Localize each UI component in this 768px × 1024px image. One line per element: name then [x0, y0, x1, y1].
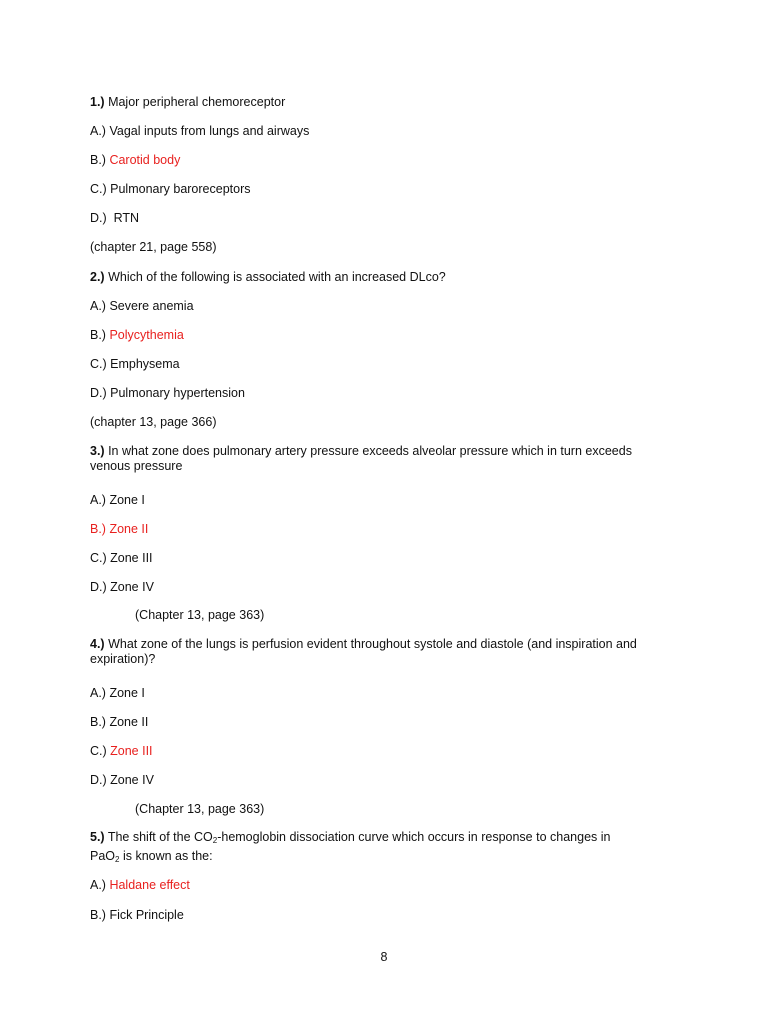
q3-reference: (Chapter 13, page 363) [135, 608, 265, 622]
option-text: Zone IV [106, 773, 154, 787]
q2-reference: (chapter 13, page 366) [90, 415, 217, 429]
q3-option-c [90, 551, 153, 566]
correct-answer-text: Polycythemia [105, 328, 184, 342]
correct-answer-text: Carotid body [105, 153, 181, 167]
subscript: 2 [115, 855, 120, 864]
option-letter: A.) [90, 299, 106, 313]
question-text: In what zone does pulmonary artery pressure exceeds alveolar pressure which in turn exceeds venous pressure [90, 444, 632, 473]
q1-option-d [90, 211, 139, 226]
q5-option-a [90, 878, 190, 893]
option-text: Severe anemia [105, 299, 194, 313]
q3-option-d [90, 580, 154, 595]
q1-option-a [90, 124, 309, 139]
option-text: Zone I [105, 493, 145, 507]
option-text: Zone I [105, 686, 145, 700]
option-letter: D.) [90, 580, 107, 594]
question-text: What zone of the lungs is perfusion evident throughout systole and diastole (and inspiration and expiration)? [90, 637, 637, 666]
q5-option-b [90, 908, 184, 923]
question-number: 3.) [90, 444, 105, 458]
question-text: PaO [90, 849, 116, 863]
page-number: 8 [380, 950, 388, 964]
q3-option-b [90, 522, 148, 537]
option-text: Vagal inputs from lungs and airways [105, 124, 310, 138]
option-letter: A.) [90, 686, 106, 700]
option-letter: B.) [90, 522, 106, 536]
option-letter: C.) [90, 744, 107, 758]
option-text: Zone III [106, 551, 153, 565]
option-letter: D.) [90, 211, 107, 225]
option-letter: B.) [90, 153, 106, 167]
option-letter: C.) [90, 182, 107, 196]
option-text: Zone IV [106, 580, 154, 594]
question-number: 5.) [90, 830, 105, 844]
question-2-stem [90, 270, 446, 285]
question-4-stem [90, 637, 660, 667]
question-text: Major peripheral chemoreceptor [104, 95, 286, 109]
question-text: is known as the: [119, 849, 213, 863]
option-letter: A.) [90, 878, 106, 892]
q4-option-c [90, 744, 153, 759]
q4-option-b [90, 715, 148, 730]
q3-option-a [90, 493, 145, 508]
question-number: 1.) [90, 95, 105, 109]
q1-option-c [90, 182, 251, 197]
option-text: RTN [106, 211, 140, 225]
option-letter: A.) [90, 493, 106, 507]
option-text: Zone II [105, 715, 149, 729]
option-letter: A.) [90, 124, 106, 138]
question-1-stem [90, 95, 285, 110]
option-text: Pulmonary hypertension [106, 386, 245, 400]
option-letter: D.) [90, 386, 107, 400]
option-letter: D.) [90, 773, 107, 787]
correct-answer-text: Zone II [105, 522, 149, 536]
question-number: 2.) [90, 270, 105, 284]
question-text: -hemoglobin dissociation curve which occurs in response to changes in [217, 830, 611, 844]
correct-answer-text: Haldane effect [105, 878, 190, 892]
q1-reference: (chapter 21, page 558) [90, 240, 217, 254]
correct-answer-text: Zone III [106, 744, 153, 758]
subscript: 2 [212, 836, 218, 845]
option-text: Fick Principle [105, 908, 184, 922]
option-text: Pulmonary baroreceptors [106, 182, 251, 196]
q2-option-a [90, 299, 194, 314]
option-letter: B.) [90, 908, 106, 922]
question-number: 4.) [90, 637, 105, 651]
q4-reference: (Chapter 13, page 363) [135, 802, 265, 816]
option-letter: C.) [90, 357, 107, 371]
q2-option-c [90, 357, 180, 372]
option-text: Emphysema [106, 357, 180, 371]
question-text: Which of the following is associated with an increased DLco? [104, 270, 446, 284]
option-letter: B.) [90, 715, 106, 729]
q4-option-a [90, 686, 145, 701]
question-3-stem [90, 444, 660, 474]
question-5-stem-line-2 [90, 849, 213, 864]
option-letter: C.) [90, 551, 107, 565]
q1-option-b [90, 153, 180, 168]
question-5-stem-line-1 [90, 830, 610, 845]
q2-option-d [90, 386, 245, 401]
q4-option-d [90, 773, 154, 788]
option-letter: B.) [90, 328, 106, 342]
question-text: The shift of the CO [104, 830, 213, 844]
q2-option-b [90, 328, 184, 343]
